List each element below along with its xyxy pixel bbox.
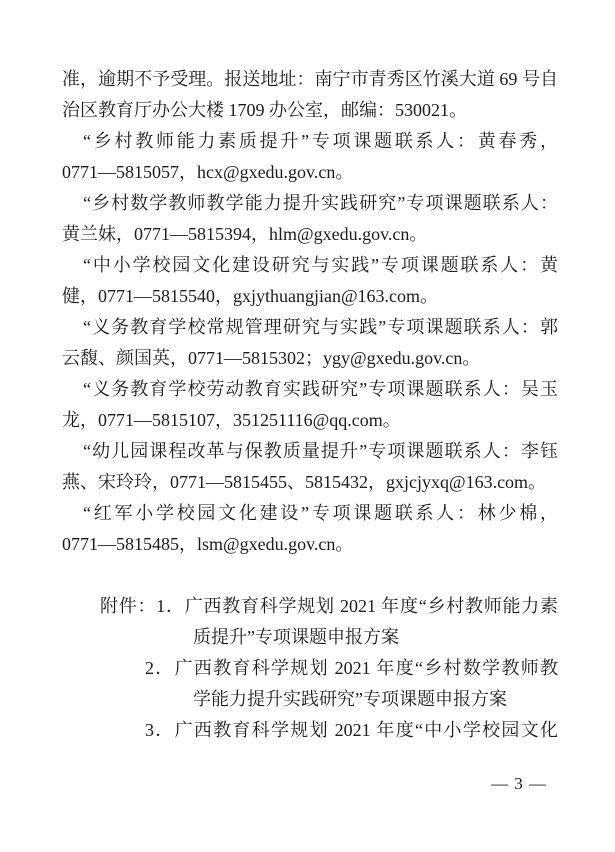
document-line: 0771—5815485，lsm@gxedu.gov.cn。 (62, 534, 354, 554)
document-line: “红军小学校园文化建设”专项课题联系人：林少棉， (83, 503, 558, 523)
document-line: 准，逾期不予受理。报送地址：南宁市青秀区竹溪大道 69 号自 (62, 69, 558, 89)
document-line: “乡村教师能力素质提升”专项课题联系人：黄春秀， (83, 131, 558, 151)
attachment-line: 3．广西教育科学规划 2021 年度“中小学校园文化 (145, 720, 558, 740)
document-line: 云馥、颜国英，0771—5815302；ygy@gxedu.gov.cn。 (62, 348, 481, 368)
attachment-line: 2．广西教育科学规划 2021 年度“乡村数学教师教 (145, 658, 558, 678)
page-number: — 3 — (491, 774, 547, 793)
document-line: 健，0771—5815540，gxjythuangjian@163.com。 (62, 286, 439, 306)
attachment-line: 学能力提升实践研究”专项课题申报方案 (193, 689, 507, 709)
document-line: “义务教育学校常规管理研究与实践”专项课题联系人：郭 (83, 317, 558, 337)
document-line: “义务教育学校劳动教育实践研究”专项课题联系人：吴玉 (83, 379, 558, 399)
document-line: “幼儿园课程改革与保教质量提升”专项课题联系人：李钰 (83, 441, 558, 461)
document-line: 0771—5815057，hcx@gxedu.gov.cn。 (62, 162, 354, 182)
document-line: 燕、宋玲玲，0771—5815455、5815432，gxjcjyxq@163.com。 (62, 472, 547, 492)
document-line: 黄兰妹，0771—5815394，hlm@gxedu.gov.cn。 (62, 224, 428, 244)
attachment-line: 质提升”专项课题申报方案 (193, 627, 399, 647)
document-body (62, 64, 558, 746)
document-line: 龙，0771—5815107，351251116@qq.com。 (62, 410, 401, 430)
attachment-list (62, 591, 558, 746)
attachment-line: 附件：1．广西教育科学规划 2021 年度“乡村教师能力素 (100, 596, 558, 616)
document-line: “中小学校园文化建设研究与实践”专项课题联系人：黄 (83, 255, 558, 275)
document-line: “乡村数学教师教学能力提升实践研究”专项课题联系人： (83, 193, 558, 213)
document-line: 治区教育厅办公大楼 1709 办公室，邮编：530021。 (62, 100, 467, 120)
